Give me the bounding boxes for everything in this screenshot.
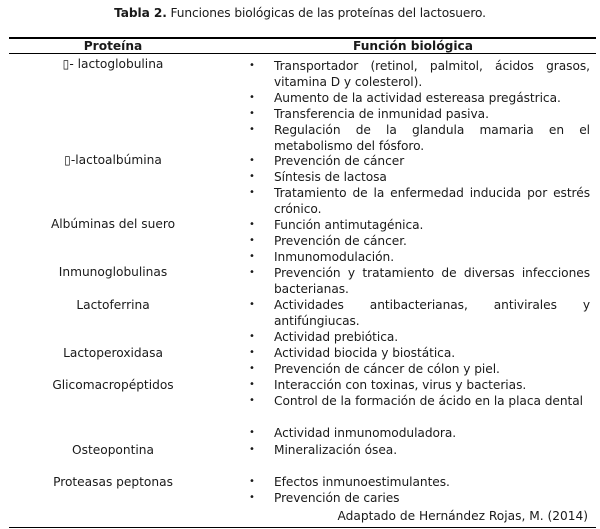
function-item: Actividades antibacterianas, antivirales y antifúngiucas. bbox=[274, 298, 590, 328]
bullet-icon: • bbox=[249, 235, 255, 246]
bullet-icon: • bbox=[249, 363, 255, 374]
function-item: Control de la formación de ácido en la placa dental bbox=[274, 394, 584, 408]
function-item: Efectos inmunoestimulantes. bbox=[274, 475, 450, 489]
protein-name: Lactoperoxidasa bbox=[63, 346, 163, 360]
caption-label: Tabla 2. bbox=[114, 6, 167, 20]
bullet-icon: • bbox=[249, 492, 255, 503]
caption-text: Funciones biológicas de las proteínas del lactosuero. bbox=[170, 6, 486, 20]
source-note: Adaptado de Hernández Rojas, M. (2014) bbox=[337, 509, 588, 523]
function-item: Prevención de cáncer de cólon y piel. bbox=[274, 362, 500, 376]
function-item: Actividad biocida y biostática. bbox=[274, 346, 456, 360]
function-item: Actividad inmunomoduladora. bbox=[274, 426, 457, 440]
bullet-icon: • bbox=[249, 476, 255, 487]
bullet-icon: • bbox=[249, 331, 255, 342]
protein-name: Glicomacropéptidos bbox=[52, 378, 174, 392]
function-item: Aumento de la actividad estereasa pregástrica. bbox=[274, 91, 561, 105]
function-item: Transferencia de inmunidad pasiva. bbox=[274, 107, 489, 121]
function-item: Prevención de caries bbox=[274, 491, 400, 505]
protein-name: Proteasas peptonas bbox=[53, 475, 173, 489]
protein-name: ▯- lactoglobulina bbox=[62, 57, 164, 71]
bullet-icon: • bbox=[249, 171, 255, 182]
protein-name: ▯-lactoalbúmina bbox=[64, 153, 162, 167]
function-item: Prevención de cáncer bbox=[274, 154, 405, 168]
bullet-icon: • bbox=[249, 267, 255, 278]
bullet-icon: • bbox=[249, 219, 255, 230]
bullet-icon: • bbox=[249, 155, 255, 166]
function-item: Inmunomodulación. bbox=[274, 250, 395, 264]
function-item: Regulación de la glandula mamaria en el metabolismo del fósforo. bbox=[274, 123, 590, 153]
function-item: Transportador (retinol, palmitol, ácidos grasos, vitamina D y colesterol). bbox=[274, 59, 590, 89]
protein-name: Albúminas del suero bbox=[50, 217, 176, 231]
protein-name: Lactoferrina bbox=[76, 298, 150, 312]
bullet-icon: • bbox=[249, 444, 255, 455]
function-item: Tratamiento de la enfermedad inducida por estrés crónico. bbox=[274, 186, 590, 216]
function-item: Interacción con toxinas, virus y bacterias. bbox=[274, 378, 527, 392]
header-function: Función biológica bbox=[353, 39, 473, 53]
bullet-icon: • bbox=[249, 124, 255, 135]
bullet-icon: • bbox=[249, 299, 255, 310]
protein-name: Inmunoglobulinas bbox=[58, 265, 168, 279]
header-protein: Proteína bbox=[83, 39, 143, 53]
function-item: Prevención y tratamiento de diversas infecciones bacterianas. bbox=[274, 266, 590, 296]
bullet-icon: • bbox=[249, 379, 255, 390]
function-item: Mineralización ósea. bbox=[274, 443, 398, 457]
function-item: Actividad prebiótica. bbox=[274, 330, 399, 344]
table-header-rule bbox=[9, 53, 596, 54]
protein-name: Osteopontina bbox=[72, 443, 154, 457]
bullet-icon: • bbox=[249, 108, 255, 119]
bullet-icon: • bbox=[249, 187, 255, 198]
bullet-icon: • bbox=[249, 427, 255, 438]
function-item: Síntesis de lactosa bbox=[274, 170, 387, 184]
bullet-icon: • bbox=[249, 395, 255, 406]
function-item: Prevención de cáncer. bbox=[274, 234, 407, 248]
table-caption bbox=[0, 6, 600, 20]
function-item: Función antimutagénica. bbox=[274, 218, 424, 232]
table-bottom-rule bbox=[9, 527, 596, 528]
bullet-icon: • bbox=[249, 251, 255, 262]
bullet-icon: • bbox=[249, 347, 255, 358]
bullet-icon: • bbox=[249, 92, 255, 103]
bullet-icon: • bbox=[249, 60, 255, 71]
